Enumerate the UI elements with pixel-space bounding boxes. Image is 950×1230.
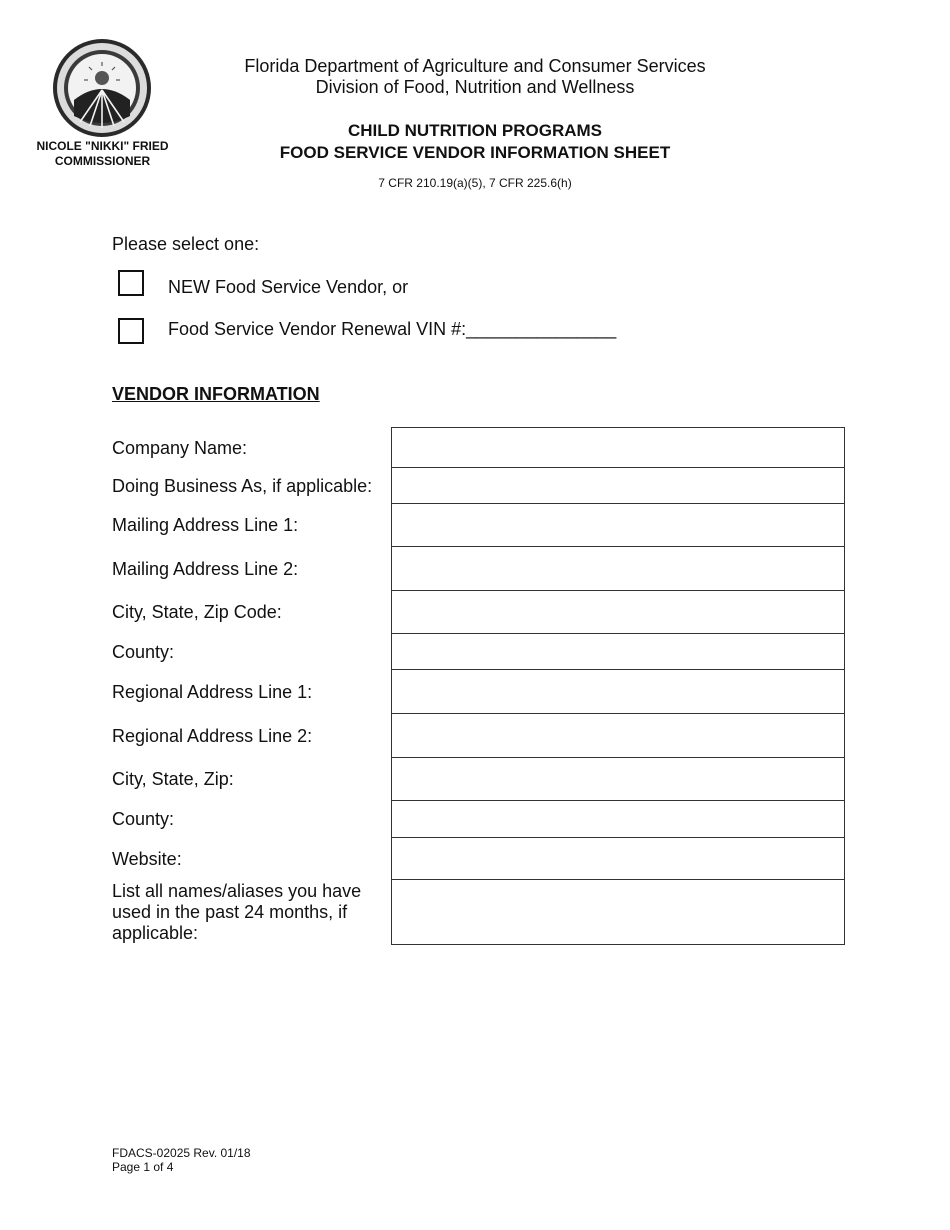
- renewal-vendor-label: Food Service Vendor Renewal VIN #:_______________: [168, 319, 617, 339]
- vendor-information-heading: VENDOR INFORMATION: [112, 384, 320, 404]
- regional-address-line1-field[interactable]: [391, 669, 845, 714]
- commissioner-block: [20, 139, 185, 169]
- website-label: Website:: [112, 848, 182, 869]
- page-number: Page 1 of 4: [112, 1160, 174, 1174]
- fdacs-seal-icon: [52, 38, 152, 138]
- program-name: CHILD NUTRITION PROGRAMS: [347, 121, 603, 140]
- regional-city-state-zip-field[interactable]: [391, 757, 845, 801]
- aliases-field[interactable]: [391, 879, 845, 945]
- regional-address-line1-label: Regional Address Line 1:: [112, 681, 313, 702]
- regional-address-line2-field[interactable]: [391, 713, 845, 758]
- aliases-label: List all names/aliases you have used in the past 24 months, if applicable:: [112, 881, 362, 943]
- regional-county-field[interactable]: [391, 800, 845, 838]
- select-prompt: Please select one:: [112, 234, 260, 254]
- mailing-address-line1-field[interactable]: [391, 503, 845, 547]
- new-vendor-label: NEW Food Service Vendor, or: [168, 277, 409, 297]
- regional-county-label: County:: [112, 809, 175, 829]
- regulation-citation: 7 CFR 210.19(a)(5), 7 CFR 225.6(h): [378, 176, 572, 190]
- mailing-county-label: County:: [112, 641, 175, 662]
- form-number: FDACS-02025 Rev. 01/18: [112, 1146, 251, 1160]
- commissioner-name: NICOLE "NIKKI" FRIED: [36, 139, 169, 153]
- website-field[interactable]: [391, 837, 845, 880]
- form-title-block: [175, 120, 775, 164]
- commissioner-title: COMMISSIONER: [54, 154, 151, 168]
- dba-field[interactable]: [391, 467, 845, 504]
- agency-heading: [175, 56, 775, 98]
- page-footer: [112, 1146, 251, 1174]
- regional-address-line2-label: Regional Address Line 2:: [112, 725, 313, 746]
- division-name: Division of Food, Nutrition and Wellness: [315, 77, 635, 97]
- mailing-address-line2-field[interactable]: [391, 546, 845, 591]
- renewal-vendor-checkbox[interactable]: [118, 318, 144, 344]
- mailing-city-state-zip-label: City, State, Zip Code:: [112, 602, 282, 622]
- new-vendor-checkbox[interactable]: [118, 270, 144, 296]
- company-name-field[interactable]: [391, 427, 845, 468]
- department-name: Florida Department of Agriculture and Consumer Services: [244, 56, 706, 76]
- mailing-city-state-zip-field[interactable]: [391, 590, 845, 634]
- form-title: FOOD SERVICE VENDOR INFORMATION SHEET: [279, 143, 671, 162]
- dba-label: Doing Business As, if applicable:: [112, 475, 373, 496]
- company-name-label: Company Name:: [112, 437, 248, 458]
- regional-city-state-zip-label: City, State, Zip:: [112, 769, 234, 789]
- mailing-address-line1-label: Mailing Address Line 1:: [112, 515, 299, 535]
- mailing-county-field[interactable]: [391, 633, 845, 670]
- mailing-address-line2-label: Mailing Address Line 2:: [112, 558, 299, 579]
